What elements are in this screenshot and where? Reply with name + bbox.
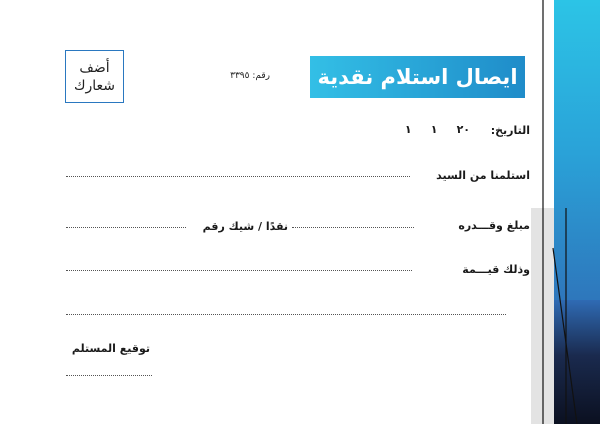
amount-label: مبلغ وقـــدره (458, 219, 530, 232)
date-value: ٢٠ ١ ١ (404, 123, 470, 136)
notes-line[interactable] (66, 314, 506, 315)
signature-line[interactable] (66, 375, 152, 376)
date-label: التاريخ: (490, 124, 530, 137)
logo-placeholder[interactable] (65, 50, 124, 103)
amount-line[interactable] (292, 227, 414, 228)
logo-placeholder-line1: أضف (79, 59, 110, 76)
cash-cheque-label: نقدًا / شيك رقم (202, 220, 288, 233)
receipt-number: رقم: ٣٣٩٥ (230, 71, 270, 81)
received-from-line[interactable] (66, 176, 410, 177)
purpose-line[interactable] (66, 270, 412, 271)
decorative-diagonal-line (553, 248, 577, 424)
purpose-label: وذلك قيـــمة (462, 263, 530, 276)
logo-placeholder-line2: شعارك (73, 77, 116, 94)
receipt-title: ايصال استلام نقدية (317, 65, 518, 89)
received-from-label: استلمنا من السيد (436, 169, 530, 182)
signature-label: توقيع المستلم (71, 342, 150, 355)
cheque-number-line[interactable] (66, 227, 186, 228)
